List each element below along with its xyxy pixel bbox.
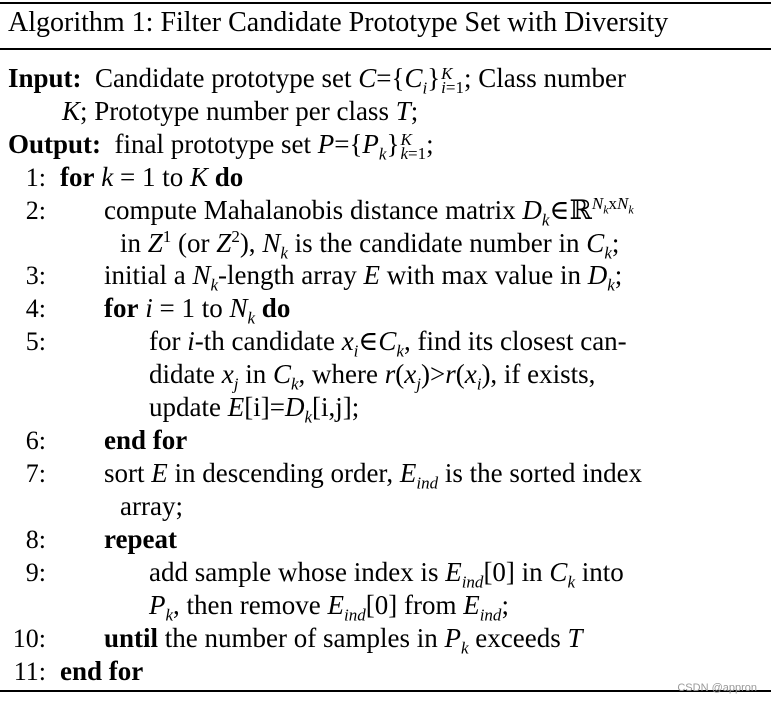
algo-step-5-cont: update $E[i]=D_k[i,j]$; xyxy=(149,392,360,427)
algo-step-11: end for xyxy=(60,656,144,686)
line-number: 9: xyxy=(25,558,46,587)
line-number: 4: xyxy=(25,294,46,323)
output-line: Output: final prototype set $P=\{P_k\}K$ k=1; xyxy=(8,129,434,164)
watermark: CSDN @appron xyxy=(677,682,757,694)
line-number: 10: xyxy=(12,624,46,653)
input-label: Input: xyxy=(8,63,82,93)
line-number: 5: xyxy=(25,327,46,356)
line-number: 11: xyxy=(13,657,46,686)
top-rule xyxy=(0,2,771,4)
algo-step-1: for k = 1 to K do xyxy=(60,162,244,192)
algo-step-7-cont: array; xyxy=(120,491,183,521)
line-number: 6: xyxy=(25,426,46,455)
algo-step-9-cont: $P_k$, then remove $E_{ind}[0]$ from $E_{ind}$; xyxy=(149,590,509,625)
line-number: 7: xyxy=(25,459,46,488)
algo-step-2-cont: in $Z^1$ (or $Z^2$), $N_k$ is the candidate number in $C_k$; xyxy=(120,227,620,263)
algo-step-6: end for xyxy=(104,425,188,455)
algorithm-title: Algorithm 1: Filter Candidate Prototype Set with Diversity xyxy=(8,7,669,38)
output-label: Output: xyxy=(8,129,102,159)
line-number: 3: xyxy=(25,261,46,290)
algo-step-7: sort E in descending order, $E_{ind}$ is the sorted index xyxy=(104,458,643,493)
algo-step-9: add sample whose index is $E_{ind}[0]$ in $C_k$ into xyxy=(149,557,624,592)
line-number: 8: xyxy=(25,525,46,554)
line-number: 2: xyxy=(25,196,46,225)
algo-step-4: for i = 1 to $N_k$ do xyxy=(104,293,291,328)
bottom-rule xyxy=(0,690,771,692)
algo-step-5-cont: didate $x_j$ in $C_k$, where $r(x_j)>r(x_i)$, if exists, xyxy=(149,359,596,394)
algo-step-2: compute Mahalanobis distance matrix $D_k\in ℝ^{N_kxN_k}$ xyxy=(104,194,634,230)
algo-step-10: until the number of samples in $P_k$ exceeds T xyxy=(104,623,583,658)
input-line: Input: Candidate prototype set $C=\{C_i\}K$ i=1; Class number xyxy=(8,63,626,98)
input-line-cont: K; Prototype number per class T; xyxy=(62,96,419,126)
algo-step-3: initial a $N_k$-length array E with max value in $D_k$; xyxy=(104,260,623,295)
line-number: 1: xyxy=(25,163,46,192)
algo-step-5: for i-th candidate $x_i\in C_k$, find its closest can- xyxy=(149,326,627,361)
title-rule xyxy=(0,48,771,50)
algo-step-8: repeat xyxy=(104,524,177,554)
